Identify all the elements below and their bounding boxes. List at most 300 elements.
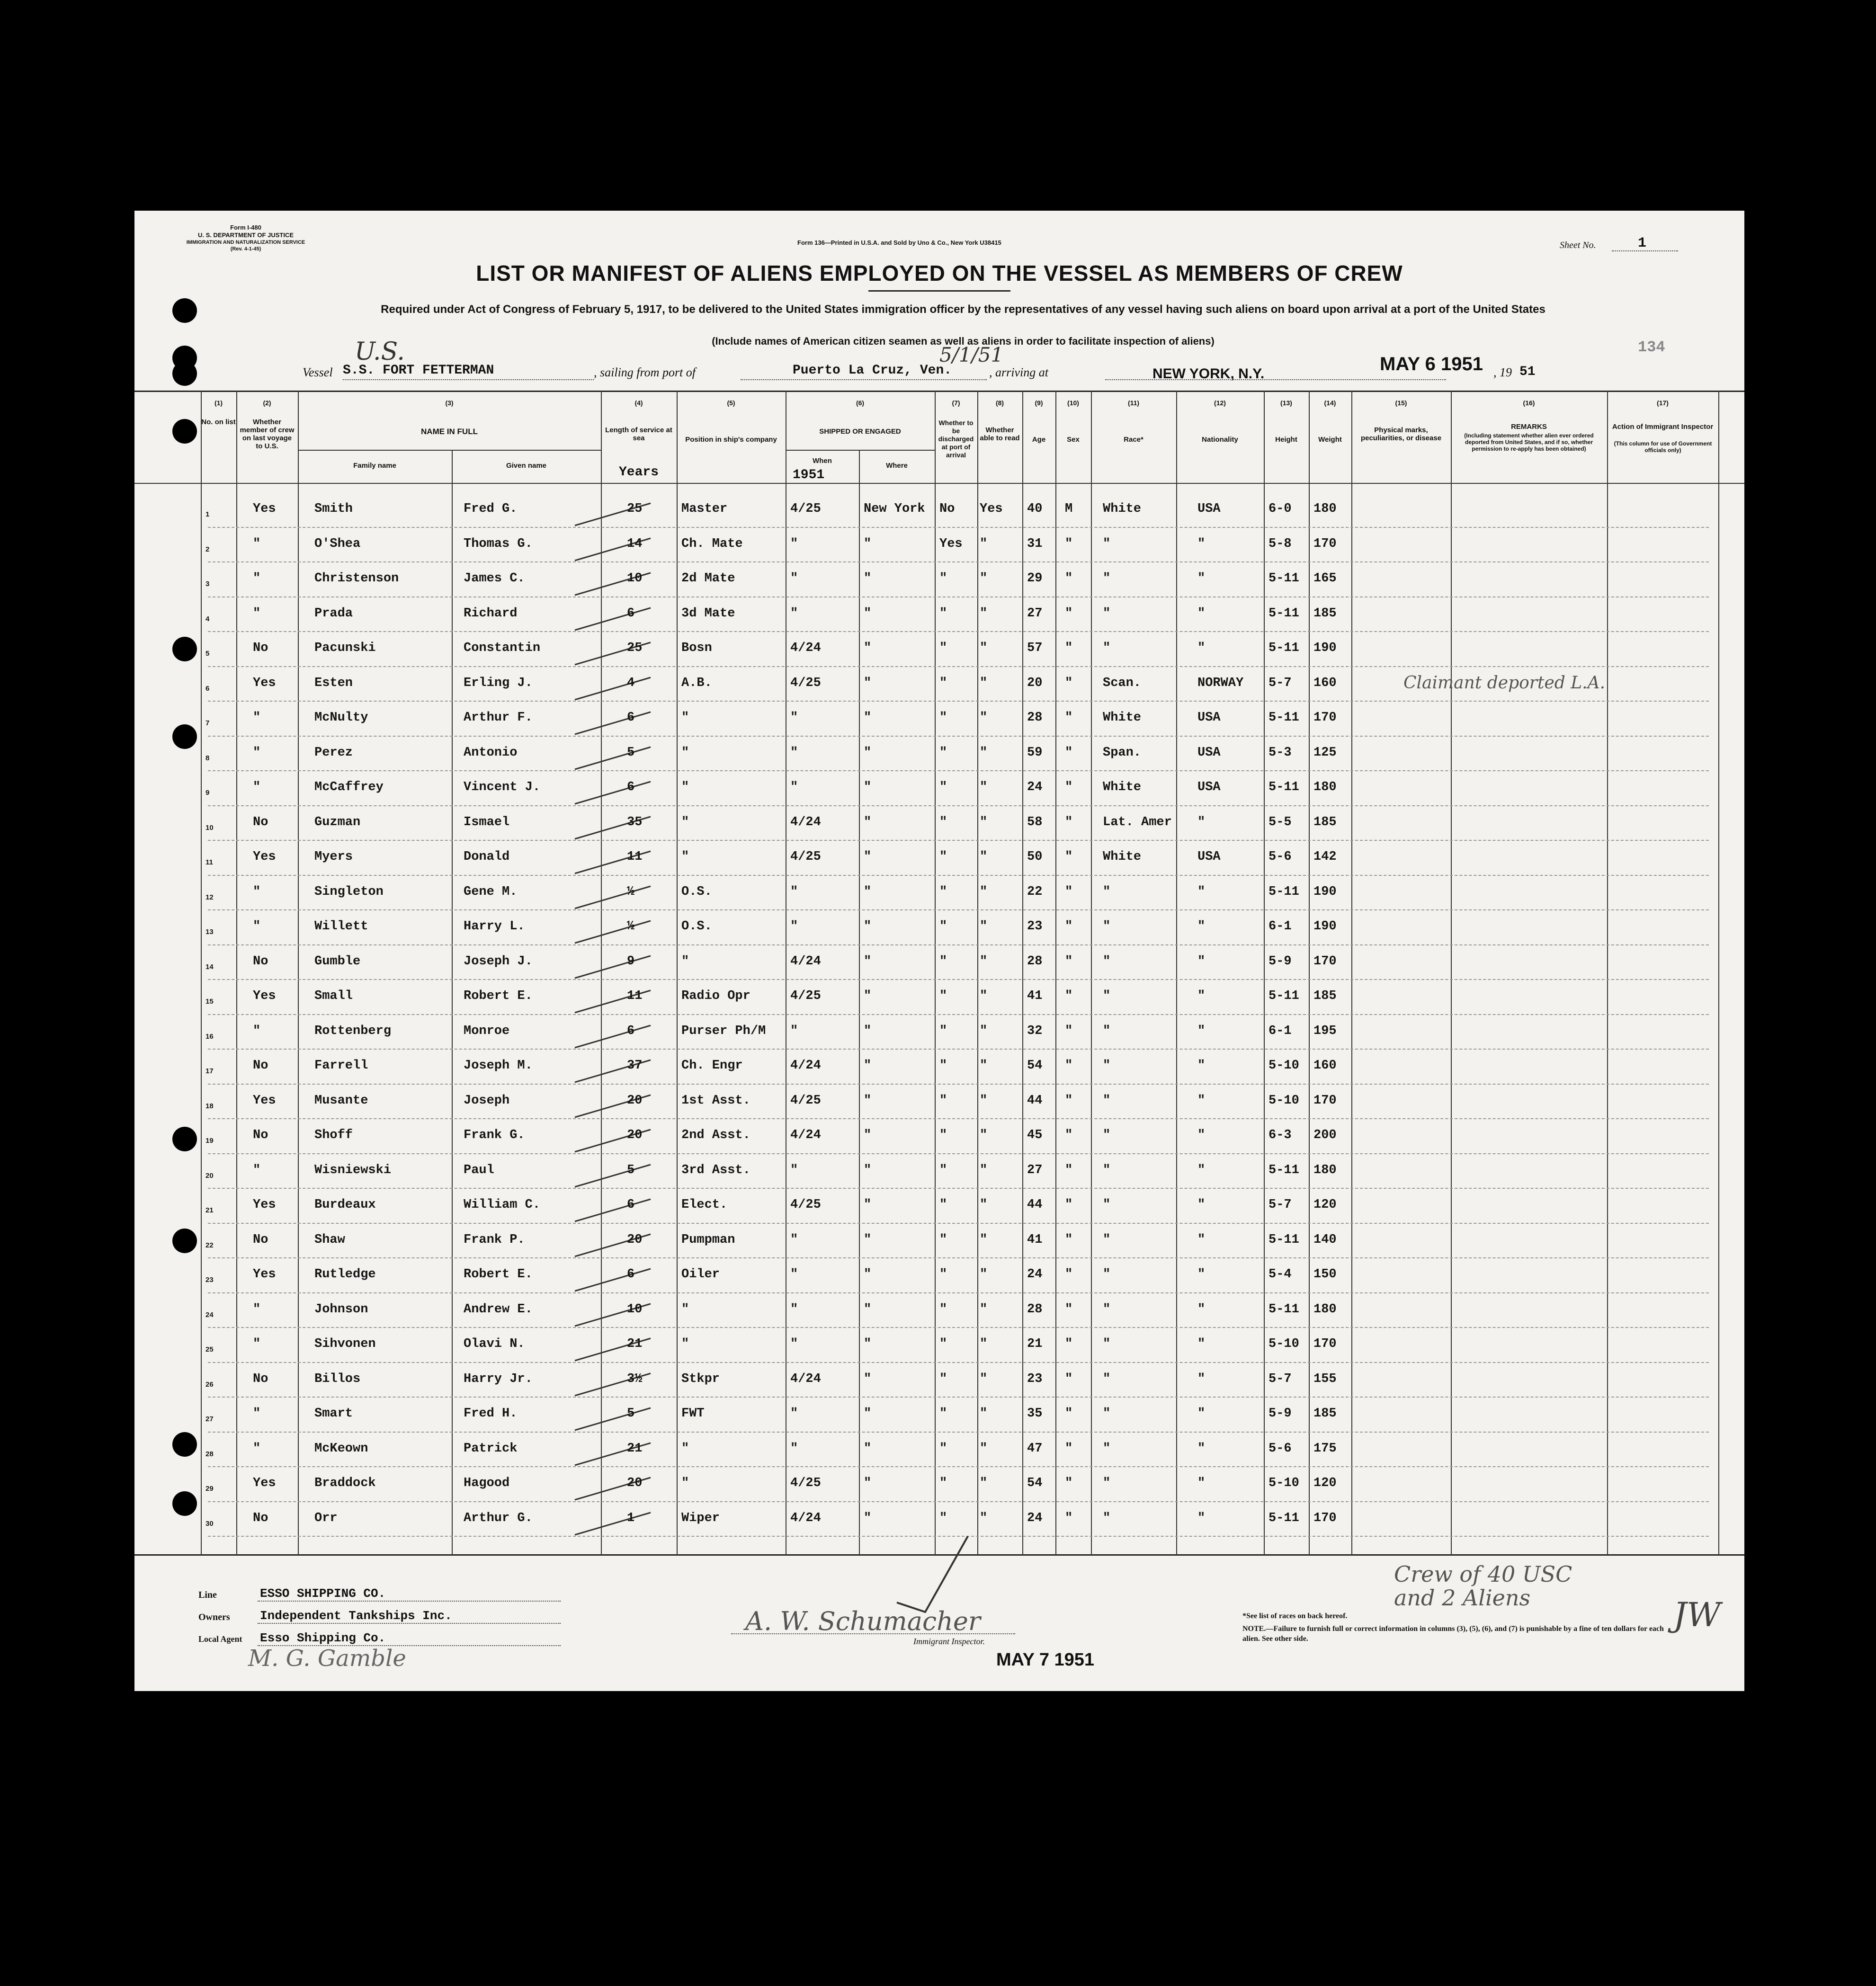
family-name-cell: Shoff (314, 1128, 353, 1142)
sex-cell: " (1065, 850, 1073, 864)
sex-cell: " (1065, 1128, 1073, 1142)
sex-cell: " (1065, 1441, 1073, 1456)
age-cell: 28 (1027, 1302, 1043, 1317)
handwritten-us: U.S. (355, 338, 405, 366)
discharge-cell: Yes (939, 536, 963, 551)
discharge-cell: " (939, 1302, 947, 1317)
years-cell: 11 (627, 850, 643, 864)
weight-cell: 155 (1313, 1371, 1337, 1386)
family-name-cell: Smith (314, 502, 353, 516)
col-num: (4) (634, 399, 643, 407)
prev-voyage-cell: Yes (253, 850, 276, 864)
weight-cell: 150 (1313, 1267, 1337, 1282)
sex-cell: " (1065, 1511, 1073, 1525)
header-when: When (813, 457, 832, 465)
height-cell: 5-4 (1269, 1267, 1292, 1282)
tally-slash (570, 778, 655, 806)
given-name-cell: Frank P. (464, 1232, 525, 1247)
row-number: 9 (205, 789, 210, 797)
discharge-cell: " (939, 780, 947, 794)
position-cell: 2nd Asst. (681, 1128, 750, 1142)
sex-cell: " (1065, 745, 1073, 760)
prev-voyage-cell: Yes (253, 676, 276, 690)
weight-cell: 195 (1313, 1024, 1337, 1038)
where-cell: " (864, 1163, 872, 1177)
prev-voyage-cell: " (253, 780, 261, 794)
tally-slash (570, 1404, 655, 1433)
years-cell: 37 (627, 1059, 643, 1073)
prev-voyage-cell: Yes (253, 1093, 276, 1108)
position-cell: O.S. (681, 919, 712, 934)
discharge-cell: " (939, 1511, 947, 1525)
header-action-sub: (This column for use of Government officials only) (1614, 440, 1712, 454)
row-number: 11 (205, 858, 213, 866)
nationality-cell: " (1197, 1511, 1206, 1525)
prev-voyage-cell: " (253, 884, 261, 899)
weight-cell: 142 (1313, 850, 1337, 864)
when-cell: " (790, 780, 798, 794)
row-number: 26 (205, 1380, 214, 1389)
required-text: Required under Act of Congress of February 5, 1917, to be delivered to the United States immigration officer by the representatives of any vessel having such aliens on board upon arrival at a port of the United States (381, 303, 1545, 316)
row-number: 28 (205, 1450, 214, 1458)
discharge-cell: " (939, 1198, 947, 1212)
discharge-cell: " (939, 1024, 947, 1038)
when-cell: " (790, 536, 798, 551)
race-cell: Scan. (1103, 676, 1142, 690)
years-cell: 35 (627, 815, 643, 829)
when-cell: 4/24 (790, 954, 821, 969)
weight-cell: 165 (1313, 571, 1337, 586)
where-cell: " (864, 606, 872, 621)
years-cell: 20 (627, 1476, 643, 1490)
tally-slash (570, 1056, 655, 1085)
position-cell: A.B. (681, 676, 712, 690)
include-text: (Include names of American citizen seamen as well as aliens in order to facilitate inspection of aliens) (712, 335, 1215, 347)
nationality-cell: " (1197, 571, 1206, 586)
read-cell: " (980, 850, 988, 864)
weight-cell: 185 (1313, 606, 1337, 621)
row-number: 4 (205, 615, 210, 623)
nationality-cell: " (1197, 1163, 1206, 1177)
prev-voyage-cell: " (253, 1302, 261, 1317)
sex-cell: " (1065, 884, 1073, 899)
read-cell: " (980, 745, 988, 760)
header-given-name: Given name (506, 462, 547, 470)
family-name-cell: McCaffrey (314, 780, 384, 794)
where-cell: " (864, 780, 872, 794)
position-cell: O.S. (681, 884, 712, 899)
nationality-cell: " (1197, 884, 1206, 899)
sex-cell: M (1065, 502, 1073, 516)
age-cell: 40 (1027, 502, 1043, 516)
given-name-cell: Richard (464, 606, 518, 621)
col-num: (17) (1657, 399, 1669, 407)
when-cell: 4/24 (790, 1059, 821, 1073)
height-cell: 5-11 (1269, 780, 1299, 794)
tally-slash (570, 708, 655, 737)
row-number: 20 (205, 1171, 214, 1180)
height-cell: 5-11 (1269, 1302, 1299, 1317)
height-cell: 5-11 (1269, 711, 1299, 725)
given-name-cell: Gene M. (464, 884, 518, 899)
header-years: Years (618, 465, 659, 480)
prev-voyage-cell: " (253, 919, 261, 934)
read-cell: " (980, 989, 988, 1003)
row-number: 27 (205, 1415, 214, 1423)
position-cell: " (681, 1441, 689, 1456)
given-name-cell: Fred H. (464, 1407, 518, 1421)
prev-voyage-cell: Yes (253, 1476, 276, 1490)
nationality-cell: " (1197, 1024, 1206, 1038)
race-cell: White (1103, 780, 1142, 794)
given-name-cell: Harry L. (464, 919, 525, 934)
header-when-year: 1951 (793, 468, 825, 482)
read-cell: " (980, 1128, 988, 1142)
read-cell: " (980, 711, 988, 725)
age-cell: 31 (1027, 536, 1043, 551)
crew-count-note: Crew of 40 USC and 2 Aliens (1394, 1561, 1572, 1611)
years-cell: ½ (627, 919, 635, 934)
header-name-in-full: NAME IN FULL (421, 427, 478, 436)
years-cell: 6 (627, 711, 635, 725)
col-num: (10) (1067, 399, 1079, 407)
weight-cell: 185 (1313, 815, 1337, 829)
family-name-cell: Willett (314, 919, 368, 934)
given-name-cell: Joseph M. (464, 1059, 533, 1073)
age-cell: 58 (1027, 815, 1043, 829)
read-cell: " (980, 1059, 988, 1073)
read-cell: " (980, 1337, 988, 1351)
nationality-cell: " (1197, 989, 1206, 1003)
given-name-cell: Andrew E. (464, 1302, 533, 1317)
sex-cell: " (1065, 641, 1073, 655)
tally-slash (570, 1370, 655, 1398)
punch-hole (172, 1229, 197, 1253)
age-cell: 22 (1027, 884, 1043, 899)
sex-cell: " (1065, 1059, 1073, 1073)
when-cell: " (790, 1267, 798, 1282)
where-cell: " (864, 1371, 872, 1386)
weight-cell: 175 (1313, 1441, 1337, 1456)
weight-cell: 160 (1313, 1059, 1337, 1073)
prev-voyage-cell: Yes (253, 1267, 276, 1282)
nationality-cell: USA (1197, 711, 1221, 725)
tally-slash (570, 1439, 655, 1468)
years-cell: 5 (627, 1407, 635, 1421)
header-weight: Weight (1318, 436, 1342, 444)
race-cell: " (1103, 536, 1111, 551)
punch-hole (172, 1491, 197, 1516)
age-cell: 35 (1027, 1407, 1043, 1421)
col-num: (3) (445, 399, 454, 407)
height-cell: 5-7 (1269, 676, 1292, 690)
when-cell: " (790, 1024, 798, 1038)
height-cell: 5-11 (1269, 1232, 1299, 1247)
given-name-cell: Ismael (464, 815, 510, 829)
family-name-cell: Farrell (314, 1059, 368, 1073)
where-cell: " (864, 536, 872, 551)
sex-cell: " (1065, 954, 1073, 969)
weight-cell: 190 (1313, 884, 1337, 899)
row-number: 15 (205, 997, 214, 1006)
header-prev-voyage: Whether member of crew on last voyage to U.S. (240, 418, 295, 450)
row-number: 3 (205, 580, 210, 588)
vessel-label: Vessel (303, 365, 333, 379)
where-cell: " (864, 1059, 872, 1073)
sex-cell: " (1065, 1302, 1073, 1317)
agent-signature: M. G. Gamble (248, 1645, 406, 1672)
where-cell: " (864, 1511, 872, 1525)
read-cell: " (980, 1302, 988, 1317)
page-title: LIST OR MANIFEST OF ALIENS EMPLOYED ON THE VESSEL AS MEMBERS OF CREW (476, 261, 1403, 285)
nationality-cell: " (1197, 1198, 1206, 1212)
family-name-cell: O'Shea (314, 536, 361, 551)
race-cell: " (1103, 1059, 1111, 1073)
read-cell: " (980, 571, 988, 586)
age-cell: 54 (1027, 1059, 1043, 1073)
race-cell: " (1103, 1163, 1111, 1177)
weight-cell: 120 (1313, 1476, 1337, 1490)
when-cell: " (790, 1337, 798, 1351)
discharge-cell: " (939, 1093, 947, 1108)
tally-slash (570, 952, 655, 980)
row-number: 16 (205, 1032, 214, 1041)
where-cell: " (864, 1267, 872, 1282)
discharge-cell: " (939, 1163, 947, 1177)
age-cell: 24 (1027, 1511, 1043, 1525)
sex-cell: " (1065, 919, 1073, 934)
read-cell: " (980, 1267, 988, 1282)
years-cell: 6 (627, 780, 635, 794)
age-cell: 50 (1027, 850, 1043, 864)
races-note: *See list of races on back hereof. (1242, 1612, 1348, 1620)
years-cell: 21 (627, 1337, 643, 1351)
discharge-cell: " (939, 1337, 947, 1351)
when-cell: 4/24 (790, 815, 821, 829)
given-name-cell: Arthur G. (464, 1511, 533, 1525)
col-num: (8) (995, 399, 1004, 407)
race-cell: " (1103, 1371, 1111, 1386)
family-name-cell: Prada (314, 606, 353, 621)
race-cell: " (1103, 919, 1111, 934)
sheet-label: Sheet No. (1560, 240, 1596, 250)
years-cell: 14 (627, 536, 643, 551)
sex-cell: " (1065, 1371, 1073, 1386)
nationality-cell: " (1197, 1059, 1206, 1073)
row-number: 1 (205, 510, 210, 518)
weight-cell: 180 (1313, 780, 1337, 794)
when-cell: " (790, 571, 798, 586)
position-cell: 2d Mate (681, 571, 735, 586)
read-cell: " (980, 1476, 988, 1490)
sex-cell: " (1065, 536, 1073, 551)
agent-value: Esso Shipping Co. (260, 1631, 386, 1645)
where-cell: " (864, 884, 872, 899)
height-cell: 5-11 (1269, 606, 1299, 621)
family-name-cell: McKeown (314, 1441, 368, 1456)
col-num: (11) (1127, 399, 1140, 407)
prev-voyage-cell: " (253, 711, 261, 725)
inspection-date-stamp: MAY 7 1951 (996, 1650, 1095, 1670)
years-cell: 1 (627, 1511, 635, 1525)
position-cell: " (681, 815, 689, 829)
discharge-cell: " (939, 1059, 947, 1073)
row-number: 24 (205, 1310, 214, 1319)
family-name-cell: Braddock (314, 1476, 376, 1490)
when-cell: 4/25 (790, 1093, 821, 1108)
prev-voyage-cell: No (253, 1059, 268, 1073)
when-cell: 4/24 (790, 1511, 821, 1525)
family-name-cell: Guzman (314, 815, 361, 829)
given-name-cell: James C. (464, 571, 525, 586)
when-cell: 4/25 (790, 989, 821, 1003)
height-cell: 6-1 (1269, 1024, 1292, 1038)
discharge-cell: " (939, 571, 947, 586)
sex-cell: " (1065, 989, 1073, 1003)
tally-slash (570, 1300, 655, 1328)
where-cell: " (864, 989, 872, 1003)
punch-hole (172, 724, 197, 749)
prev-voyage-cell: " (253, 1163, 261, 1177)
family-name-cell: Small (314, 989, 353, 1003)
nationality-cell: " (1197, 1407, 1206, 1421)
age-cell: 44 (1027, 1198, 1043, 1212)
position-cell: Ch. Engr (681, 1059, 743, 1073)
when-cell: " (790, 606, 798, 621)
where-cell: " (864, 815, 872, 829)
family-name-cell: Rutledge (314, 1267, 376, 1282)
family-name-cell: Sihvonen (314, 1337, 376, 1351)
when-cell: " (790, 1407, 798, 1421)
discharge-cell: " (939, 1267, 947, 1282)
prev-voyage-cell: No (253, 1511, 268, 1525)
years-cell: 20 (627, 1128, 643, 1142)
weight-cell: 170 (1313, 954, 1337, 969)
position-cell: Ch. Mate (681, 536, 743, 551)
age-cell: 29 (1027, 571, 1043, 586)
tally-slash (570, 604, 655, 632)
years-cell: 20 (627, 1093, 643, 1108)
years-cell: 5 (627, 1163, 635, 1177)
weight-cell: 180 (1313, 1163, 1337, 1177)
family-name-cell: Esten (314, 676, 353, 690)
header-race: Race* (1124, 436, 1143, 444)
weight-cell: 120 (1313, 1198, 1337, 1212)
given-name-cell: Robert E. (464, 1267, 533, 1282)
race-cell: " (1103, 641, 1111, 655)
where-cell: " (864, 745, 872, 760)
header-height: Height (1275, 436, 1297, 444)
col-num: (13) (1280, 399, 1292, 407)
family-name-cell: Burdeaux (314, 1198, 376, 1212)
col-num: (2) (263, 399, 271, 407)
years-cell: 10 (627, 1302, 643, 1317)
years-cell: 6 (627, 1198, 635, 1212)
where-cell: " (864, 571, 872, 586)
read-cell: " (980, 954, 988, 969)
read-cell: " (980, 1511, 988, 1525)
position-cell: " (681, 850, 689, 864)
race-cell: " (1103, 571, 1111, 586)
tally-slash (570, 1335, 655, 1363)
row-number: 6 (205, 684, 210, 693)
family-name-cell: Johnson (314, 1302, 368, 1317)
position-cell: " (681, 745, 689, 760)
position-cell: " (681, 1476, 689, 1490)
sailing-label: , sailing from port of (594, 365, 696, 379)
family-name-cell: Wisniewski (314, 1163, 392, 1177)
prev-voyage-cell: " (253, 571, 261, 586)
race-cell: " (1103, 1337, 1111, 1351)
family-name-cell: Musante (314, 1093, 368, 1108)
age-cell: 24 (1027, 780, 1043, 794)
col-num: (6) (856, 399, 865, 407)
family-name-cell: Smart (314, 1407, 353, 1421)
nationality-cell: " (1197, 641, 1206, 655)
punch-hole (172, 361, 197, 386)
position-cell: FWT (681, 1407, 705, 1421)
row-number: 29 (205, 1485, 214, 1493)
position-cell: Oiler (681, 1267, 720, 1282)
family-name-cell: Orr (314, 1511, 338, 1525)
position-cell: Stkpr (681, 1371, 720, 1386)
nationality-cell: USA (1197, 850, 1221, 864)
discharge-cell: " (939, 606, 947, 621)
position-cell: Pumpman (681, 1232, 735, 1247)
when-cell: " (790, 745, 798, 760)
age-cell: 23 (1027, 1371, 1043, 1386)
age-cell: 41 (1027, 1232, 1043, 1247)
header-shipped-engaged: SHIPPED OR ENGAGED (819, 427, 901, 436)
sex-cell: " (1065, 1337, 1073, 1351)
punch-hole (172, 298, 197, 323)
tally-slash (570, 987, 655, 1015)
where-cell: " (864, 1337, 872, 1351)
prev-voyage-cell: No (253, 641, 268, 655)
tally-slash (570, 1509, 655, 1537)
position-cell: Bosn (681, 641, 712, 655)
handwritten-date: 5/1/51 (939, 343, 1004, 366)
form-number: Form I-480 (230, 224, 261, 231)
nationality-cell: " (1197, 1093, 1206, 1108)
discharge-cell: " (939, 641, 947, 655)
prev-voyage-cell: Yes (253, 502, 276, 516)
where-cell: " (864, 676, 872, 690)
position-cell: " (681, 1337, 689, 1351)
given-name-cell: Constantin (464, 641, 541, 655)
height-cell: 5-11 (1269, 989, 1299, 1003)
tally-slash (570, 743, 655, 772)
age-cell: 41 (1027, 989, 1043, 1003)
years-cell: 25 (627, 641, 643, 655)
when-cell: 4/25 (790, 1198, 821, 1212)
years-cell: 25 (627, 502, 643, 516)
race-cell: " (1103, 1128, 1111, 1142)
given-name-cell: Erling J. (464, 676, 533, 690)
inspector-label: Immigrant Inspector. (913, 1637, 985, 1646)
header-remarks: REMARKS (1511, 423, 1547, 431)
family-name-cell: McNulty (314, 711, 368, 725)
age-cell: 57 (1027, 641, 1043, 655)
height-cell: 5-11 (1269, 1163, 1299, 1177)
height-cell: 5-8 (1269, 536, 1292, 551)
service: IMMIGRATION AND NATURALIZATION SERVICE (186, 240, 305, 245)
row-number: 10 (205, 823, 214, 832)
row-number: 19 (205, 1137, 214, 1145)
where-cell: " (864, 1441, 872, 1456)
inspector-signature: A. W. Schumacher (745, 1606, 981, 1636)
prev-voyage-cell: " (253, 536, 261, 551)
